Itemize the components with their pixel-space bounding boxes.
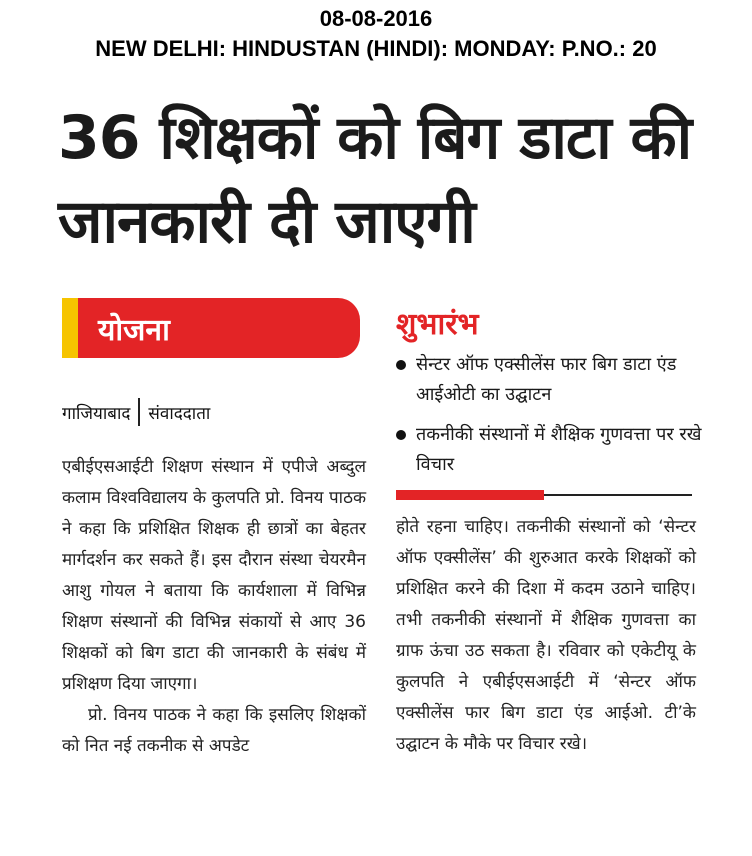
byline-divider xyxy=(138,398,140,426)
byline-place: गाजियाबाद xyxy=(62,403,131,424)
bullet-text: सेन्टर ऑफ एक्सीलेंस फार बिग डाटा एंड आईओटी का उद्घाटन xyxy=(416,354,677,405)
bullet-text: तकनीकी संस्थानों में शैक्षिक गुणवत्ता पर रखे विचार xyxy=(416,424,702,475)
clipping-date: 08-08-2016 xyxy=(319,6,433,31)
sidebar-title: शुभारंभ xyxy=(396,307,479,342)
headline: 36 शिक्षकों को बिग डाटा की जानकारी दी जाएगी xyxy=(58,103,692,257)
body-column-left xyxy=(62,452,366,762)
tag-accent-bar xyxy=(62,298,78,358)
bullet-dot-icon xyxy=(396,430,406,440)
bullet-dot-icon xyxy=(396,360,406,370)
bullet-item xyxy=(396,420,716,480)
divider-accent xyxy=(396,490,544,500)
byline xyxy=(62,398,210,426)
byline-reporter: संवाददाता xyxy=(148,403,211,424)
bullet-item xyxy=(396,350,716,410)
sidebar-bullets xyxy=(396,350,716,490)
body-paragraph: एबीईएसआईटी शिक्षण संस्थान में एपीजे अब्दुल कलाम विश्वविद्यालय के कुलपति प्रो. विनय पाठक ने कहा कि प्रशिक्षित शिक्षक ही छात्रों का बेहतर मार्गदर्शन कर सकते हैं। इस दौरान संस्था चेयरमैन आशु गोयल ने बताया कि कार्यशाला में विभिन्न शिक्षण संस्थानों की विभिन्न संकायों से आए 36 शिक्षकों को बिग डाटा की जानकारी के संबंध में प्रशिक्षण दिया जाएगा। xyxy=(62,457,366,694)
section-tag xyxy=(62,298,360,358)
body-column-right: होते रहना चाहिए। तकनीकी संस्थानों को ‘सेन्टर ऑफ एक्सीलेंस’ की शुरुआत करके शिक्षकों को प्रशिक्षित करने की दिशा में कदम उठाने चाहिए। तभी तकनीकी संस्थानों में शैक्षिक गुणवत्ता का ग्राफ ऊंचा उठ सकता है। रविवार को एकेटीयू के कुलपति ने एबीईएसआईटी में ‘सेन्टर ऑफ एक्सीलेंस फार बिग डाटा एंड आईओ. टी’के उद्घाटन के मौके पर विचार रखे। xyxy=(396,517,696,754)
body-paragraph: प्रो. विनय पाठक ने कहा कि इसलिए शिक्षकों को नित नई तकनीक से अपडेट xyxy=(62,705,366,756)
section-tag-label: योजना xyxy=(98,312,170,348)
publication-line: NEW DELHI: HINDUSTAN (HINDI): MONDAY: P.NO.: 20 xyxy=(95,36,657,61)
